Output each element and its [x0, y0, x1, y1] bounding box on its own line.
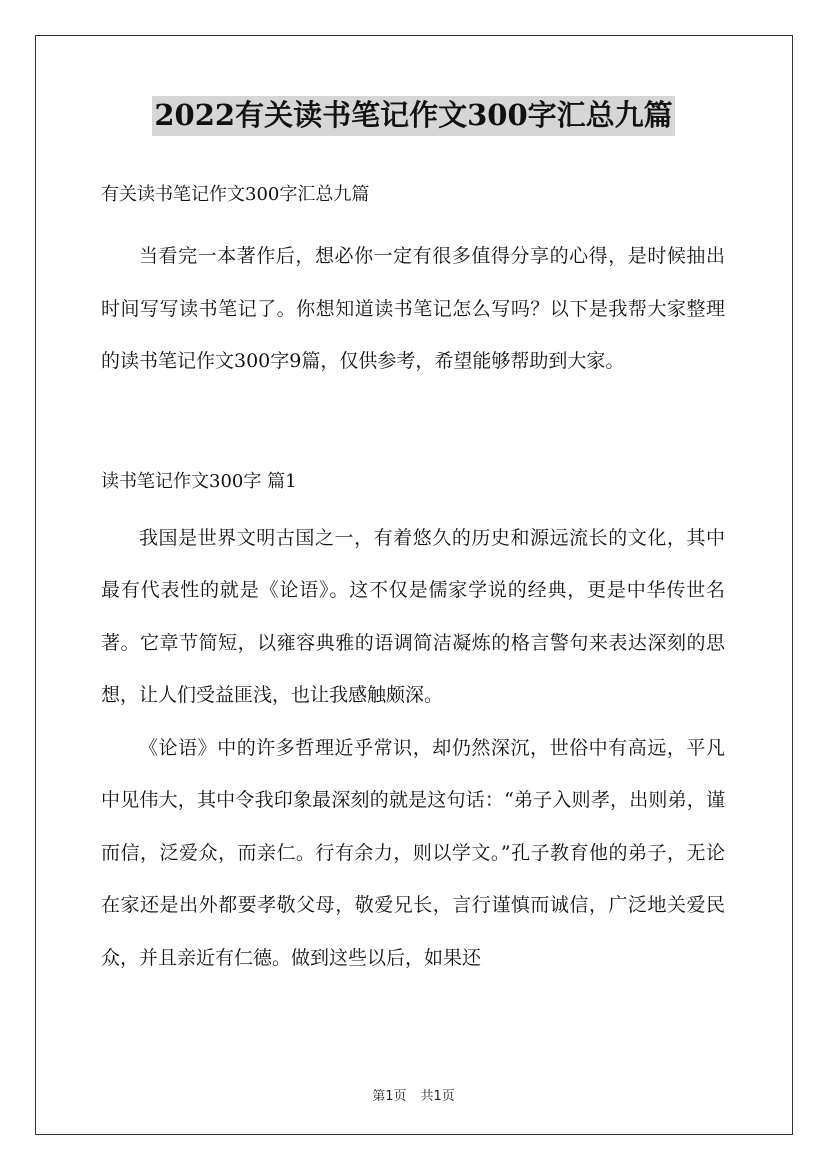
- body-paragraph: 我国是世界文明古国之一，有着悠久的历史和源远流长的文化，其中最有代表性的就是《论语》。这不仅是儒家学说的经典，更是中华传世名著。它章节简短，以雍容典雅的语调简洁凝炼的格言警句来表达深刻的思想，让人们受益匪浅，也让我感触颇深。: [101, 526, 725, 706]
- document-subtitle: 有关读书笔记作文300字汇总九篇: [101, 184, 370, 205]
- section-body: [101, 512, 725, 985]
- body-paragraph: 《论语》中的许多哲理近乎常识，却仍然深沉，世俗中有高远，平凡中见伟大，其中令我印象最深刻的就是这句话：“弟子入则孝，出则弟，谨而信，泛爱众，而亲仁。行有余力，则以学文。”孔子教育他的弟子，无论在家还是出外都要孝敬父母，敬爱兄长，言行谨慎而诚信，广泛地关爱民众，并且亲近有仁德。做到这些以后，如果还: [101, 736, 725, 969]
- document-body: [101, 178, 725, 984]
- page-number: 第1页: [372, 1089, 407, 1104]
- page-footer: [0, 1085, 827, 1104]
- document-title: 2022有关读书笔记作文300字汇总九篇: [152, 96, 674, 136]
- page-total: 共1页: [420, 1089, 455, 1104]
- intro-paragraph: 当看完一本著作后，想必你一定有很多值得分享的心得，是时候抽出时间写写读书笔记了。你想知道读书笔记怎么写吗？以下是我帮大家整理的读书笔记作文300字9篇，仅供参考，希望能够帮助到大家。: [101, 245, 725, 372]
- section-heading: 读书笔记作文300字 篇1: [101, 470, 297, 492]
- document-title-wrapper: [0, 96, 827, 136]
